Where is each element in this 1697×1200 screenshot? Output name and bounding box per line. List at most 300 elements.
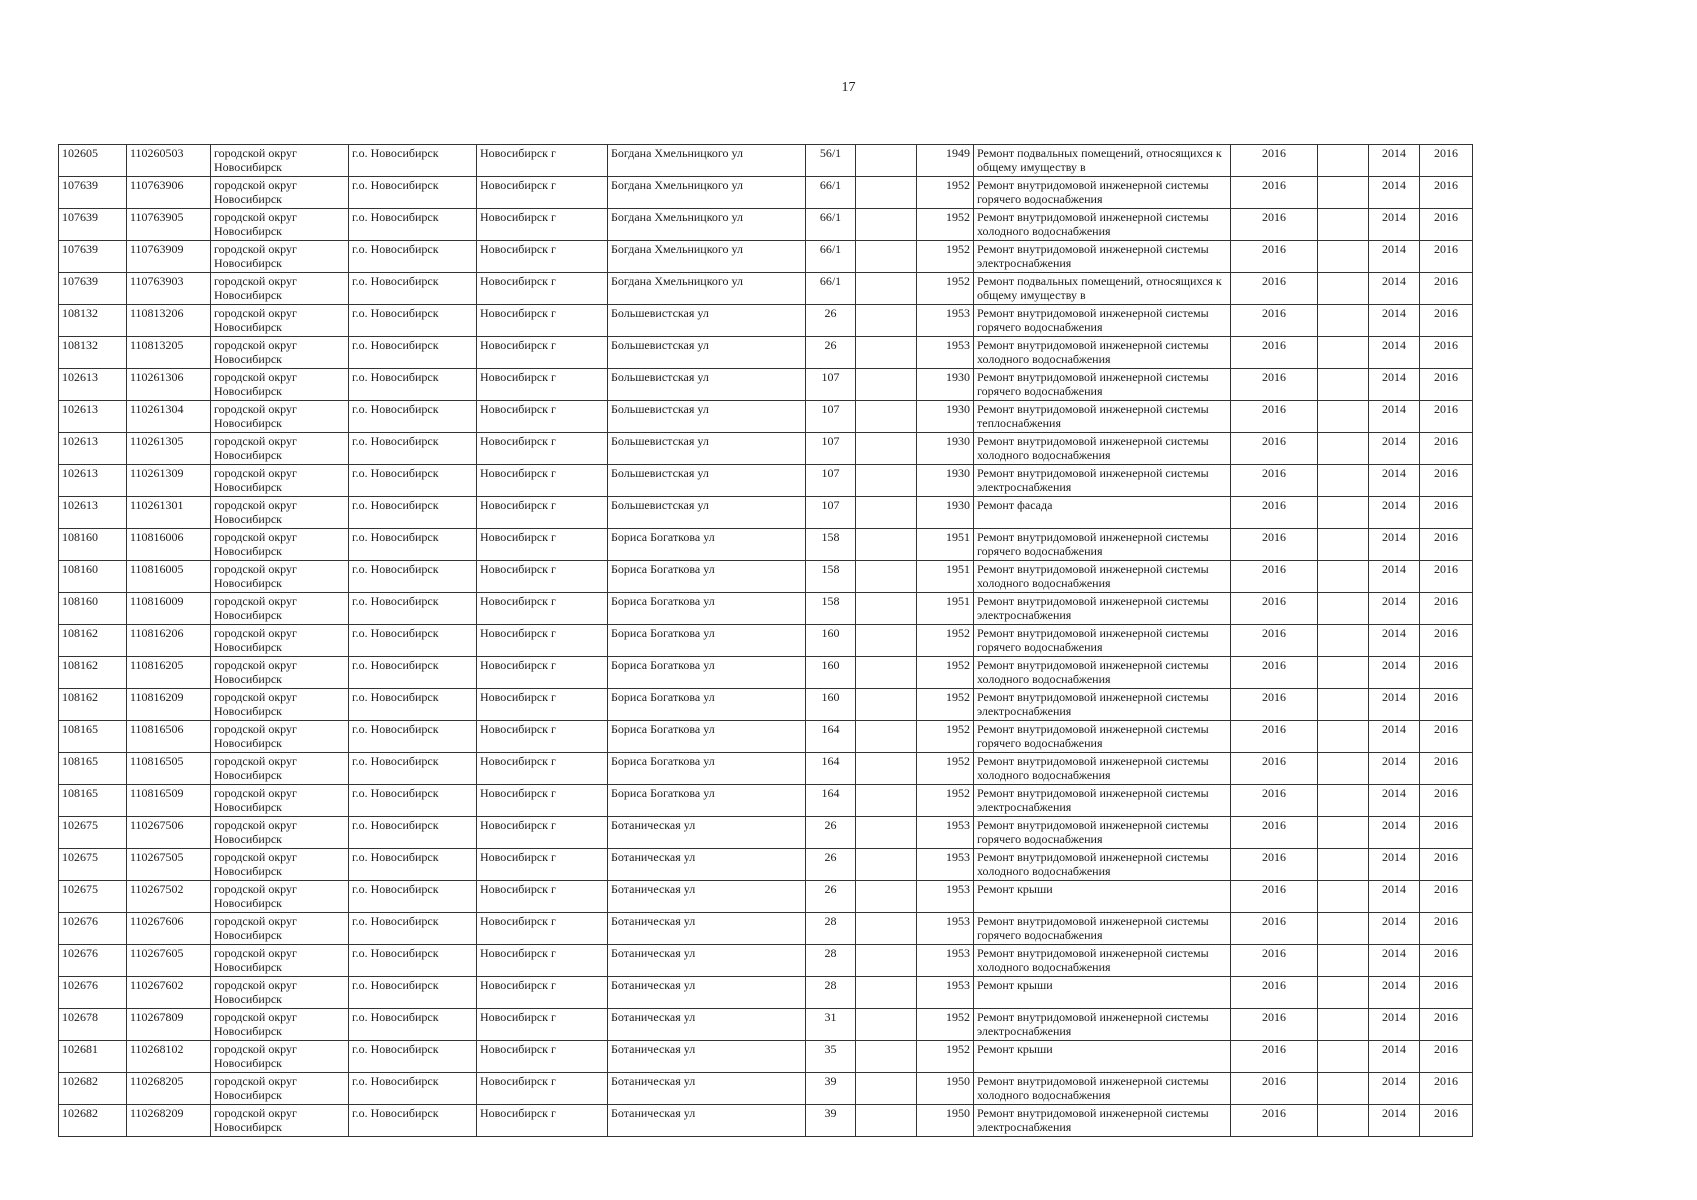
cell-year-built: 1930 [917,465,974,497]
cell-street: Ботаническая ул [608,881,806,913]
table-row [59,689,1473,721]
table-row [59,145,1473,177]
cell-work-code: 110267506 [127,817,211,849]
cell-city: Новосибирск г [477,817,608,849]
cell-empty [1318,977,1369,1009]
cell-period-end: 2016 [1420,977,1473,1009]
cell-building [856,465,917,497]
cell-work-code: 110268102 [127,1041,211,1073]
cell-house-id: 108132 [59,337,127,369]
cell-period-start: 2014 [1369,1041,1420,1073]
cell-house-number: 164 [806,753,856,785]
cell-period-start: 2014 [1369,241,1420,273]
cell-building [856,529,917,561]
cell-period-end: 2016 [1420,945,1473,977]
work-type-text: Ремонт внутридомовой инженерной системы горячего водоснабжения [977,818,1209,846]
cell-year-planned: 2016 [1231,337,1318,369]
cell-work-type [974,1073,1231,1105]
table-body [59,145,1473,1137]
cell-year-planned: 2016 [1231,753,1318,785]
cell-municipality: г.о. Новосибирск [349,721,477,753]
cell-period-end: 2016 [1420,337,1473,369]
cell-city: Новосибирск г [477,849,608,881]
cell-year-planned: 2016 [1231,1073,1318,1105]
cell-district: городской округ Новосибирск [211,817,349,849]
cell-municipality: г.о. Новосибирск [349,401,477,433]
cell-district: городской округ Новосибирск [211,657,349,689]
cell-building [856,977,917,1009]
work-type-text: Ремонт внутридомовой инженерной системы холодного водоснабжения [977,562,1209,590]
work-type-text: Ремонт внутридомовой инженерной системы электроснабжения [977,690,1209,718]
cell-municipality: г.о. Новосибирск [349,497,477,529]
cell-empty [1318,945,1369,977]
cell-period-end: 2016 [1420,433,1473,465]
cell-period-start: 2014 [1369,497,1420,529]
table-row [59,497,1473,529]
cell-empty [1318,689,1369,721]
cell-house-number: 164 [806,785,856,817]
cell-municipality: г.о. Новосибирск [349,945,477,977]
cell-district: городской округ Новосибирск [211,1073,349,1105]
cell-year-built: 1952 [917,273,974,305]
work-type-text: Ремонт внутридомовой инженерной системы электроснабжения [977,594,1209,622]
table-row [59,241,1473,273]
cell-municipality: г.о. Новосибирск [349,913,477,945]
cell-house-id: 102681 [59,1041,127,1073]
cell-period-end: 2016 [1420,561,1473,593]
cell-house-id: 108165 [59,721,127,753]
cell-work-type [974,977,1231,1009]
cell-year-planned: 2016 [1231,1009,1318,1041]
cell-house-number: 160 [806,689,856,721]
cell-city: Новосибирск г [477,529,608,561]
table-row [59,401,1473,433]
cell-house-number: 39 [806,1105,856,1137]
cell-year-planned: 2016 [1231,465,1318,497]
cell-year-built: 1952 [917,785,974,817]
cell-house-id: 102613 [59,497,127,529]
cell-house-number: 26 [806,305,856,337]
cell-empty [1318,305,1369,337]
cell-year-built: 1952 [917,625,974,657]
cell-work-type [974,945,1231,977]
cell-empty [1318,145,1369,177]
cell-year-built: 1951 [917,561,974,593]
cell-municipality: г.о. Новосибирск [349,1105,477,1137]
cell-period-start: 2014 [1369,689,1420,721]
cell-year-planned: 2016 [1231,785,1318,817]
cell-work-code: 110816509 [127,785,211,817]
cell-year-planned: 2016 [1231,977,1318,1009]
cell-district: городской округ Новосибирск [211,977,349,1009]
cell-work-type [974,465,1231,497]
cell-year-planned: 2016 [1231,881,1318,913]
cell-municipality: г.о. Новосибирск [349,241,477,273]
cell-city: Новосибирск г [477,433,608,465]
cell-street: Большевистская ул [608,401,806,433]
cell-house-number: 107 [806,465,856,497]
cell-building [856,721,917,753]
cell-work-type [974,241,1231,273]
work-type-text: Ремонт внутридомовой инженерной системы холодного водоснабжения [977,754,1209,782]
cell-work-code: 110261309 [127,465,211,497]
cell-street: Бориса Богаткова ул [608,625,806,657]
work-type-text: Ремонт внутридомовой инженерной системы холодного водоснабжения [977,1074,1209,1102]
cell-house-number: 107 [806,369,856,401]
table-row [59,561,1473,593]
cell-work-code: 110816209 [127,689,211,721]
cell-municipality: г.о. Новосибирск [349,657,477,689]
cell-year-planned: 2016 [1231,657,1318,689]
cell-city: Новосибирск г [477,337,608,369]
cell-year-built: 1953 [917,305,974,337]
cell-district: городской округ Новосибирск [211,305,349,337]
cell-empty [1318,593,1369,625]
cell-work-code: 110261301 [127,497,211,529]
cell-period-start: 2014 [1369,1105,1420,1137]
cell-city: Новосибирск г [477,913,608,945]
cell-municipality: г.о. Новосибирск [349,881,477,913]
cell-year-built: 1953 [917,337,974,369]
cell-city: Новосибирск г [477,177,608,209]
cell-year-built: 1953 [917,977,974,1009]
cell-period-end: 2016 [1420,465,1473,497]
cell-year-built: 1953 [917,913,974,945]
cell-year-planned: 2016 [1231,1041,1318,1073]
table-row [59,849,1473,881]
cell-city: Новосибирск г [477,1105,608,1137]
cell-municipality: г.о. Новосибирск [349,145,477,177]
work-type-text: Ремонт внутридомовой инженерной системы горячего водоснабжения [977,370,1209,398]
cell-house-number: 107 [806,497,856,529]
cell-period-start: 2014 [1369,145,1420,177]
cell-city: Новосибирск г [477,497,608,529]
cell-period-end: 2016 [1420,913,1473,945]
cell-house-number: 66/1 [806,177,856,209]
cell-empty [1318,913,1369,945]
cell-empty [1318,273,1369,305]
page-number: 17 [841,80,856,95]
cell-work-code: 110763905 [127,209,211,241]
cell-street: Большевистская ул [608,497,806,529]
table-row [59,1105,1473,1137]
cell-work-code: 110816005 [127,561,211,593]
cell-street: Ботаническая ул [608,817,806,849]
cell-house-number: 66/1 [806,209,856,241]
cell-year-planned: 2016 [1231,721,1318,753]
cell-city: Новосибирск г [477,209,608,241]
table-row [59,1009,1473,1041]
cell-city: Новосибирск г [477,305,608,337]
cell-empty [1318,529,1369,561]
cell-street: Ботаническая ул [608,1073,806,1105]
cell-work-code: 110267809 [127,1009,211,1041]
cell-work-type [974,881,1231,913]
cell-house-id: 107639 [59,241,127,273]
cell-municipality: г.о. Новосибирск [349,305,477,337]
table-row [59,337,1473,369]
cell-year-built: 1930 [917,433,974,465]
cell-house-id: 102676 [59,913,127,945]
table-row [59,721,1473,753]
cell-district: городской округ Новосибирск [211,721,349,753]
cell-municipality: г.о. Новосибирск [349,1009,477,1041]
cell-house-number: 66/1 [806,241,856,273]
cell-municipality: г.о. Новосибирск [349,1041,477,1073]
cell-period-end: 2016 [1420,209,1473,241]
cell-building [856,401,917,433]
cell-period-start: 2014 [1369,849,1420,881]
cell-work-type [974,209,1231,241]
work-type-text: Ремонт внутридомовой инженерной системы горячего водоснабжения [977,722,1209,750]
cell-empty [1318,209,1369,241]
cell-period-start: 2014 [1369,1009,1420,1041]
cell-empty [1318,625,1369,657]
work-type-text: Ремонт крыши [977,882,1053,896]
cell-work-code: 110260503 [127,145,211,177]
cell-house-number: 107 [806,401,856,433]
cell-street: Богдана Хмельницкого ул [608,273,806,305]
cell-municipality: г.о. Новосибирск [349,465,477,497]
cell-building [856,1041,917,1073]
cell-city: Новосибирск г [477,977,608,1009]
cell-work-code: 110763903 [127,273,211,305]
cell-city: Новосибирск г [477,593,608,625]
table-row [59,817,1473,849]
cell-year-built: 1952 [917,753,974,785]
cell-work-code: 110268209 [127,1105,211,1137]
cell-empty [1318,1009,1369,1041]
cell-street: Бориса Богаткова ул [608,561,806,593]
cell-year-planned: 2016 [1231,273,1318,305]
cell-building [856,881,917,913]
table-row [59,209,1473,241]
cell-work-code: 110261304 [127,401,211,433]
cell-period-end: 2016 [1420,177,1473,209]
cell-building [856,1073,917,1105]
cell-municipality: г.о. Новосибирск [349,817,477,849]
table-row [59,465,1473,497]
cell-building [856,497,917,529]
cell-city: Новосибирск г [477,657,608,689]
cell-building [856,241,917,273]
cell-city: Новосибирск г [477,465,608,497]
cell-period-start: 2014 [1369,337,1420,369]
cell-district: городской округ Новосибирск [211,177,349,209]
cell-period-end: 2016 [1420,273,1473,305]
cell-building [856,337,917,369]
cell-year-built: 1953 [917,945,974,977]
cell-building [856,625,917,657]
cell-work-type [974,145,1231,177]
cell-house-id: 108132 [59,305,127,337]
cell-house-id: 102613 [59,369,127,401]
cell-year-planned: 2016 [1231,305,1318,337]
cell-building [856,689,917,721]
repair-registry-table [58,144,1473,1137]
table-row [59,433,1473,465]
cell-work-type [974,913,1231,945]
cell-period-start: 2014 [1369,945,1420,977]
work-type-text: Ремонт внутридомовой инженерной системы холодного водоснабжения [977,946,1209,974]
cell-house-id: 102605 [59,145,127,177]
cell-work-type [974,529,1231,561]
cell-municipality: г.о. Новосибирск [349,561,477,593]
cell-period-end: 2016 [1420,753,1473,785]
cell-work-type [974,721,1231,753]
cell-work-type [974,593,1231,625]
cell-house-number: 160 [806,657,856,689]
cell-period-end: 2016 [1420,305,1473,337]
cell-street: Ботаническая ул [608,1041,806,1073]
cell-street: Большевистская ул [608,369,806,401]
cell-district: городской округ Новосибирск [211,625,349,657]
cell-municipality: г.о. Новосибирск [349,753,477,785]
cell-street: Богдана Хмельницкого ул [608,241,806,273]
cell-work-type [974,1041,1231,1073]
cell-year-built: 1952 [917,689,974,721]
cell-street: Богдана Хмельницкого ул [608,145,806,177]
table-row [59,753,1473,785]
cell-work-type [974,689,1231,721]
cell-city: Новосибирск г [477,689,608,721]
cell-year-built: 1953 [917,881,974,913]
table-row [59,625,1473,657]
cell-period-end: 2016 [1420,401,1473,433]
cell-municipality: г.о. Новосибирск [349,529,477,561]
cell-district: городской округ Новосибирск [211,1041,349,1073]
work-type-text: Ремонт внутридомовой инженерной системы электроснабжения [977,1010,1209,1038]
cell-street: Богдана Хмельницкого ул [608,209,806,241]
cell-house-number: 158 [806,593,856,625]
cell-house-number: 56/1 [806,145,856,177]
cell-work-type [974,657,1231,689]
cell-city: Новосибирск г [477,625,608,657]
cell-house-id: 102678 [59,1009,127,1041]
work-type-text: Ремонт подвальных помещений, относящихся к общему имуществу в [977,274,1222,302]
table-row [59,529,1473,561]
cell-city: Новосибирск г [477,881,608,913]
table-row [59,1073,1473,1105]
work-type-text: Ремонт внутридомовой инженерной системы горячего водоснабжения [977,178,1209,206]
cell-district: городской округ Новосибирск [211,1009,349,1041]
table-row [59,881,1473,913]
cell-work-code: 110816205 [127,657,211,689]
cell-work-type [974,1105,1231,1137]
cell-empty [1318,849,1369,881]
cell-year-planned: 2016 [1231,369,1318,401]
cell-building [856,849,917,881]
cell-work-type [974,561,1231,593]
table-row [59,785,1473,817]
cell-city: Новосибирск г [477,561,608,593]
work-type-text: Ремонт крыши [977,1042,1053,1056]
cell-district: городской округ Новосибирск [211,209,349,241]
cell-building [856,817,917,849]
cell-district: городской округ Новосибирск [211,497,349,529]
cell-house-id: 102675 [59,881,127,913]
cell-work-code: 110267502 [127,881,211,913]
cell-municipality: г.о. Новосибирск [349,337,477,369]
cell-house-id: 107639 [59,209,127,241]
cell-work-code: 110267605 [127,945,211,977]
cell-city: Новосибирск г [477,369,608,401]
cell-house-number: 107 [806,433,856,465]
cell-year-built: 1930 [917,401,974,433]
cell-year-planned: 2016 [1231,241,1318,273]
cell-house-id: 108160 [59,561,127,593]
cell-city: Новосибирск г [477,753,608,785]
cell-building [856,913,917,945]
work-type-text: Ремонт внутридомовой инженерной системы электроснабжения [977,786,1209,814]
work-type-text: Ремонт внутридомовой инженерной системы холодного водоснабжения [977,210,1209,238]
cell-house-id: 102613 [59,401,127,433]
cell-period-end: 2016 [1420,1073,1473,1105]
cell-municipality: г.о. Новосибирск [349,433,477,465]
cell-period-start: 2014 [1369,273,1420,305]
cell-building [856,753,917,785]
cell-house-number: 39 [806,1073,856,1105]
cell-empty [1318,177,1369,209]
cell-year-planned: 2016 [1231,177,1318,209]
cell-year-planned: 2016 [1231,913,1318,945]
cell-period-end: 2016 [1420,657,1473,689]
cell-house-id: 107639 [59,177,127,209]
work-type-text: Ремонт внутридомовой инженерной системы электроснабжения [977,1106,1209,1134]
cell-empty [1318,721,1369,753]
cell-house-number: 28 [806,913,856,945]
cell-period-end: 2016 [1420,817,1473,849]
work-type-text: Ремонт фасада [977,498,1053,512]
cell-city: Новосибирск г [477,721,608,753]
cell-work-type [974,785,1231,817]
cell-building [856,561,917,593]
cell-year-built: 1951 [917,529,974,561]
cell-building [856,1105,917,1137]
cell-year-built: 1953 [917,849,974,881]
cell-period-start: 2014 [1369,401,1420,433]
cell-house-id: 108162 [59,625,127,657]
cell-year-built: 1951 [917,593,974,625]
cell-building [856,209,917,241]
cell-year-built: 1950 [917,1105,974,1137]
table-row [59,657,1473,689]
cell-building [856,305,917,337]
cell-building [856,433,917,465]
cell-work-type [974,177,1231,209]
cell-period-start: 2014 [1369,177,1420,209]
cell-city: Новосибирск г [477,401,608,433]
cell-period-start: 2014 [1369,1073,1420,1105]
work-type-text: Ремонт внутридомовой инженерной системы горячего водоснабжения [977,530,1209,558]
work-type-text: Ремонт внутридомовой инженерной системы горячего водоснабжения [977,306,1209,334]
cell-house-id: 102675 [59,849,127,881]
cell-empty [1318,561,1369,593]
cell-district: городской округ Новосибирск [211,369,349,401]
cell-district: городской округ Новосибирск [211,689,349,721]
cell-house-id: 108162 [59,689,127,721]
cell-period-end: 2016 [1420,689,1473,721]
cell-period-end: 2016 [1420,145,1473,177]
cell-work-type [974,273,1231,305]
cell-year-planned: 2016 [1231,433,1318,465]
cell-work-type [974,433,1231,465]
cell-work-code: 110816006 [127,529,211,561]
cell-street: Бориса Богаткова ул [608,689,806,721]
cell-street: Бориса Богаткова ул [608,593,806,625]
cell-work-type [974,401,1231,433]
table-row [59,177,1473,209]
